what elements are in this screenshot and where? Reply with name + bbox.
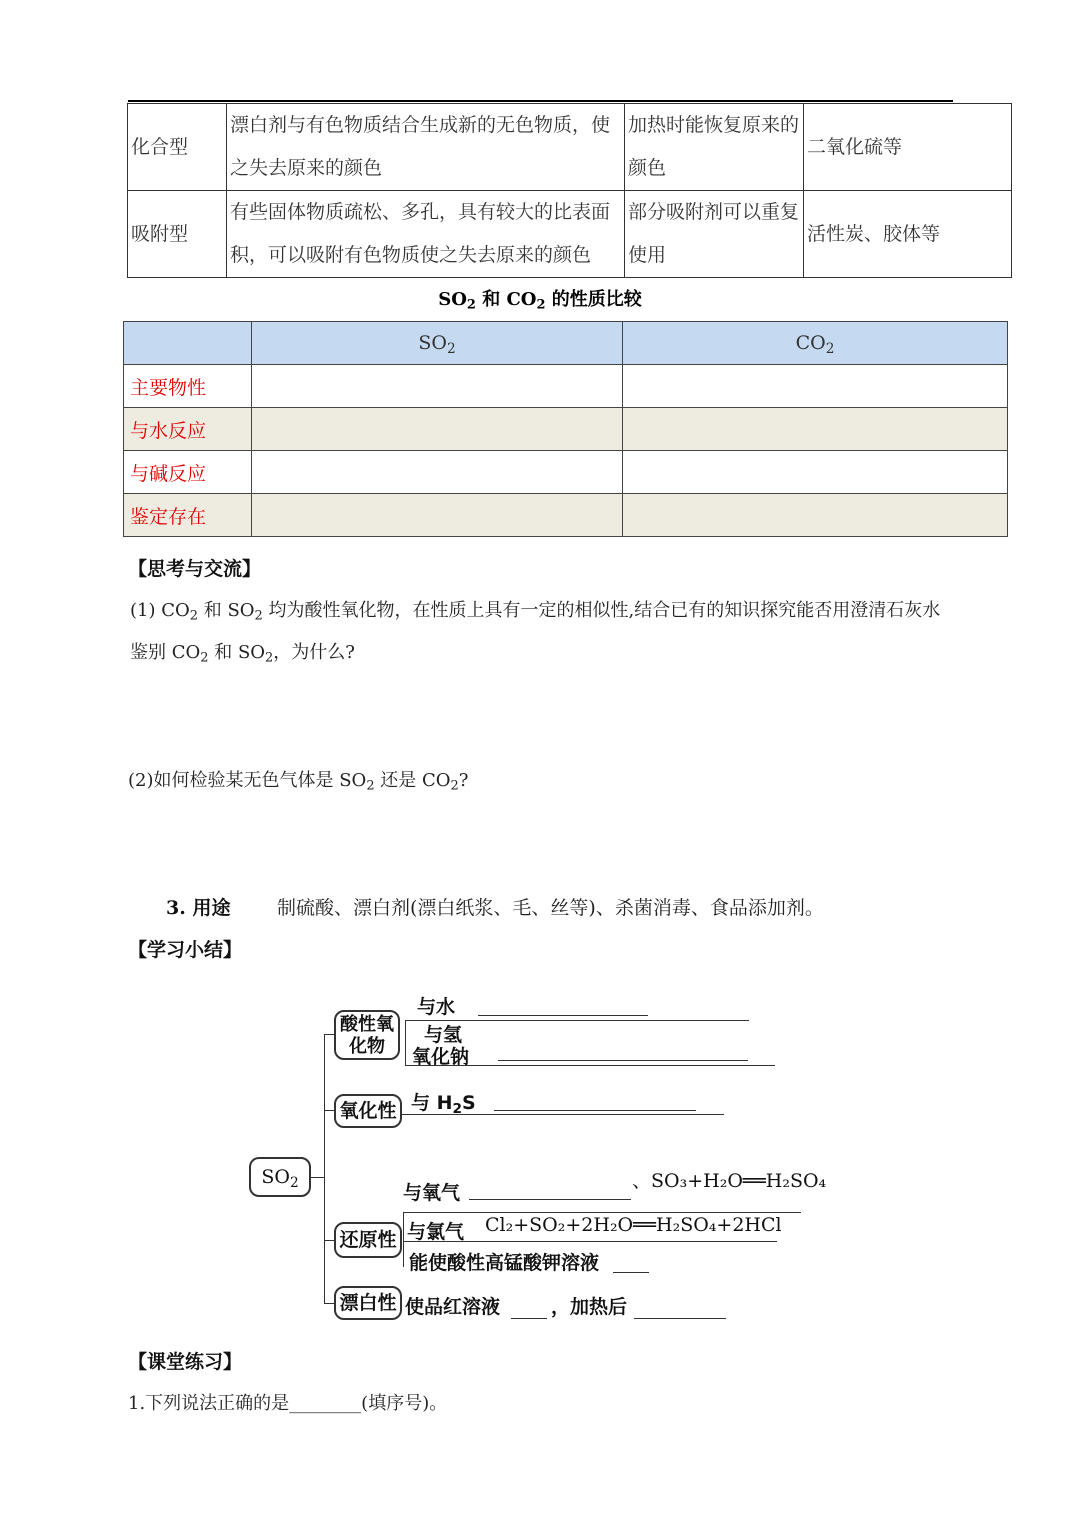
header-so2: $SO_2$: [252, 322, 623, 365]
label-with-water: 与水: [417, 996, 456, 1018]
practice-heading: 【课堂练习】: [128, 1351, 243, 1373]
label-kmno4: 能使酸性高锰酸钾溶液: [409, 1252, 600, 1274]
type-cell: 化合型: [128, 104, 227, 191]
connector: [324, 1110, 334, 1111]
practice-question-1: 1.下列说法正确的是________(填序号)。: [128, 1393, 448, 1414]
principle-cell: 有些固体物质疏松、多孔，具有较大的比表面积，可以吸附有色物质使之失去原来的颜色: [227, 191, 625, 278]
connector: [310, 1177, 324, 1178]
feature-cell: 部分吸附剂可以重复使用: [625, 191, 804, 278]
label-with-h2s: 与 $H_2S$: [411, 1092, 476, 1117]
answer-blank[interactable]: [613, 1272, 649, 1273]
node-reducing: 还原性: [334, 1222, 402, 1258]
usage-label: 3. 用途: [166, 897, 231, 919]
comparison-title: $SO_2$ 和 $CO_2$ 的性质比较: [438, 289, 642, 313]
row-label: 主要物性: [124, 365, 252, 408]
feature-cell: 加热时能恢复原来的颜色: [625, 104, 804, 191]
answer-blank[interactable]: [634, 1318, 726, 1319]
answer-blank[interactable]: [469, 1199, 631, 1200]
examples-cell: 活性炭、胶体等: [804, 191, 1012, 278]
label-with-naoh-2: 氧化钠: [412, 1046, 470, 1068]
header-co2: $CO_2$: [623, 322, 1008, 365]
type-cell: 吸附型: [128, 191, 227, 278]
connector: [403, 1212, 801, 1213]
question-1-line-2: 鉴别 $CO_2$ 和 $SO_2$，为什么?: [130, 642, 355, 666]
principle-cell: 漂白剂与有色物质结合生成新的无色物质，使之失去原来的颜色: [227, 104, 625, 191]
connector: [403, 1241, 777, 1242]
connector: [405, 1065, 775, 1066]
connector: [405, 1020, 406, 1065]
connector: [402, 1114, 724, 1115]
label-with-naoh-1: 与氢: [424, 1024, 463, 1046]
answer-blank[interactable]: [498, 1060, 748, 1061]
connector: [324, 1034, 334, 1035]
think-heading: 【思考与交流】: [128, 558, 262, 580]
root-node-so2: $SO_2$: [249, 1157, 311, 1197]
connector: [403, 1212, 404, 1267]
connector: [324, 1240, 334, 1241]
label-with-chlorine: 与氯气: [407, 1221, 465, 1243]
label-with-oxygen: 与氧气: [403, 1182, 461, 1204]
summary-heading: 【学习小结】: [128, 939, 243, 961]
row-label: 与水反应: [124, 408, 252, 451]
row-label: 与碱反应: [124, 451, 252, 494]
node-acidic-oxide: 酸性氧化物: [334, 1010, 400, 1060]
label-fuchsin: 使品红溶液: [405, 1296, 501, 1318]
connector: [324, 1034, 325, 1304]
examples-cell: 二氧化硫等: [804, 104, 1012, 191]
connector: [324, 1303, 334, 1304]
question-2: (2)如何检验某无色气体是 $SO_2$ 还是 $CO_2$?: [128, 770, 469, 794]
answer-blank[interactable]: [478, 1015, 648, 1016]
answer-blank[interactable]: [494, 1110, 696, 1111]
usage-text: 制硫酸、漂白剂(漂白纸浆、毛、丝等)、杀菌消毒、食品添加剂。: [277, 897, 824, 919]
equation-so3-water: 、SO₃+H₂O══H₂SO₄: [632, 1170, 827, 1192]
label-after-heating: ，加热后: [551, 1296, 628, 1318]
answer-blank[interactable]: [511, 1318, 547, 1319]
node-oxidizing: 氧化性: [334, 1094, 402, 1128]
row-label: 鉴定存在: [124, 494, 252, 537]
question-1-line-1: (1) $CO_2$ 和 $SO_2$ 均为酸性氧化物，在性质上具有一定的相似性,结合已有的知识探究能否用澄清石灰水: [130, 600, 941, 624]
node-bleaching: 漂白性: [334, 1286, 402, 1320]
equation-chlorine: Cl₂+SO₂+2H₂O══H₂SO₄+2HCl: [485, 1214, 782, 1236]
